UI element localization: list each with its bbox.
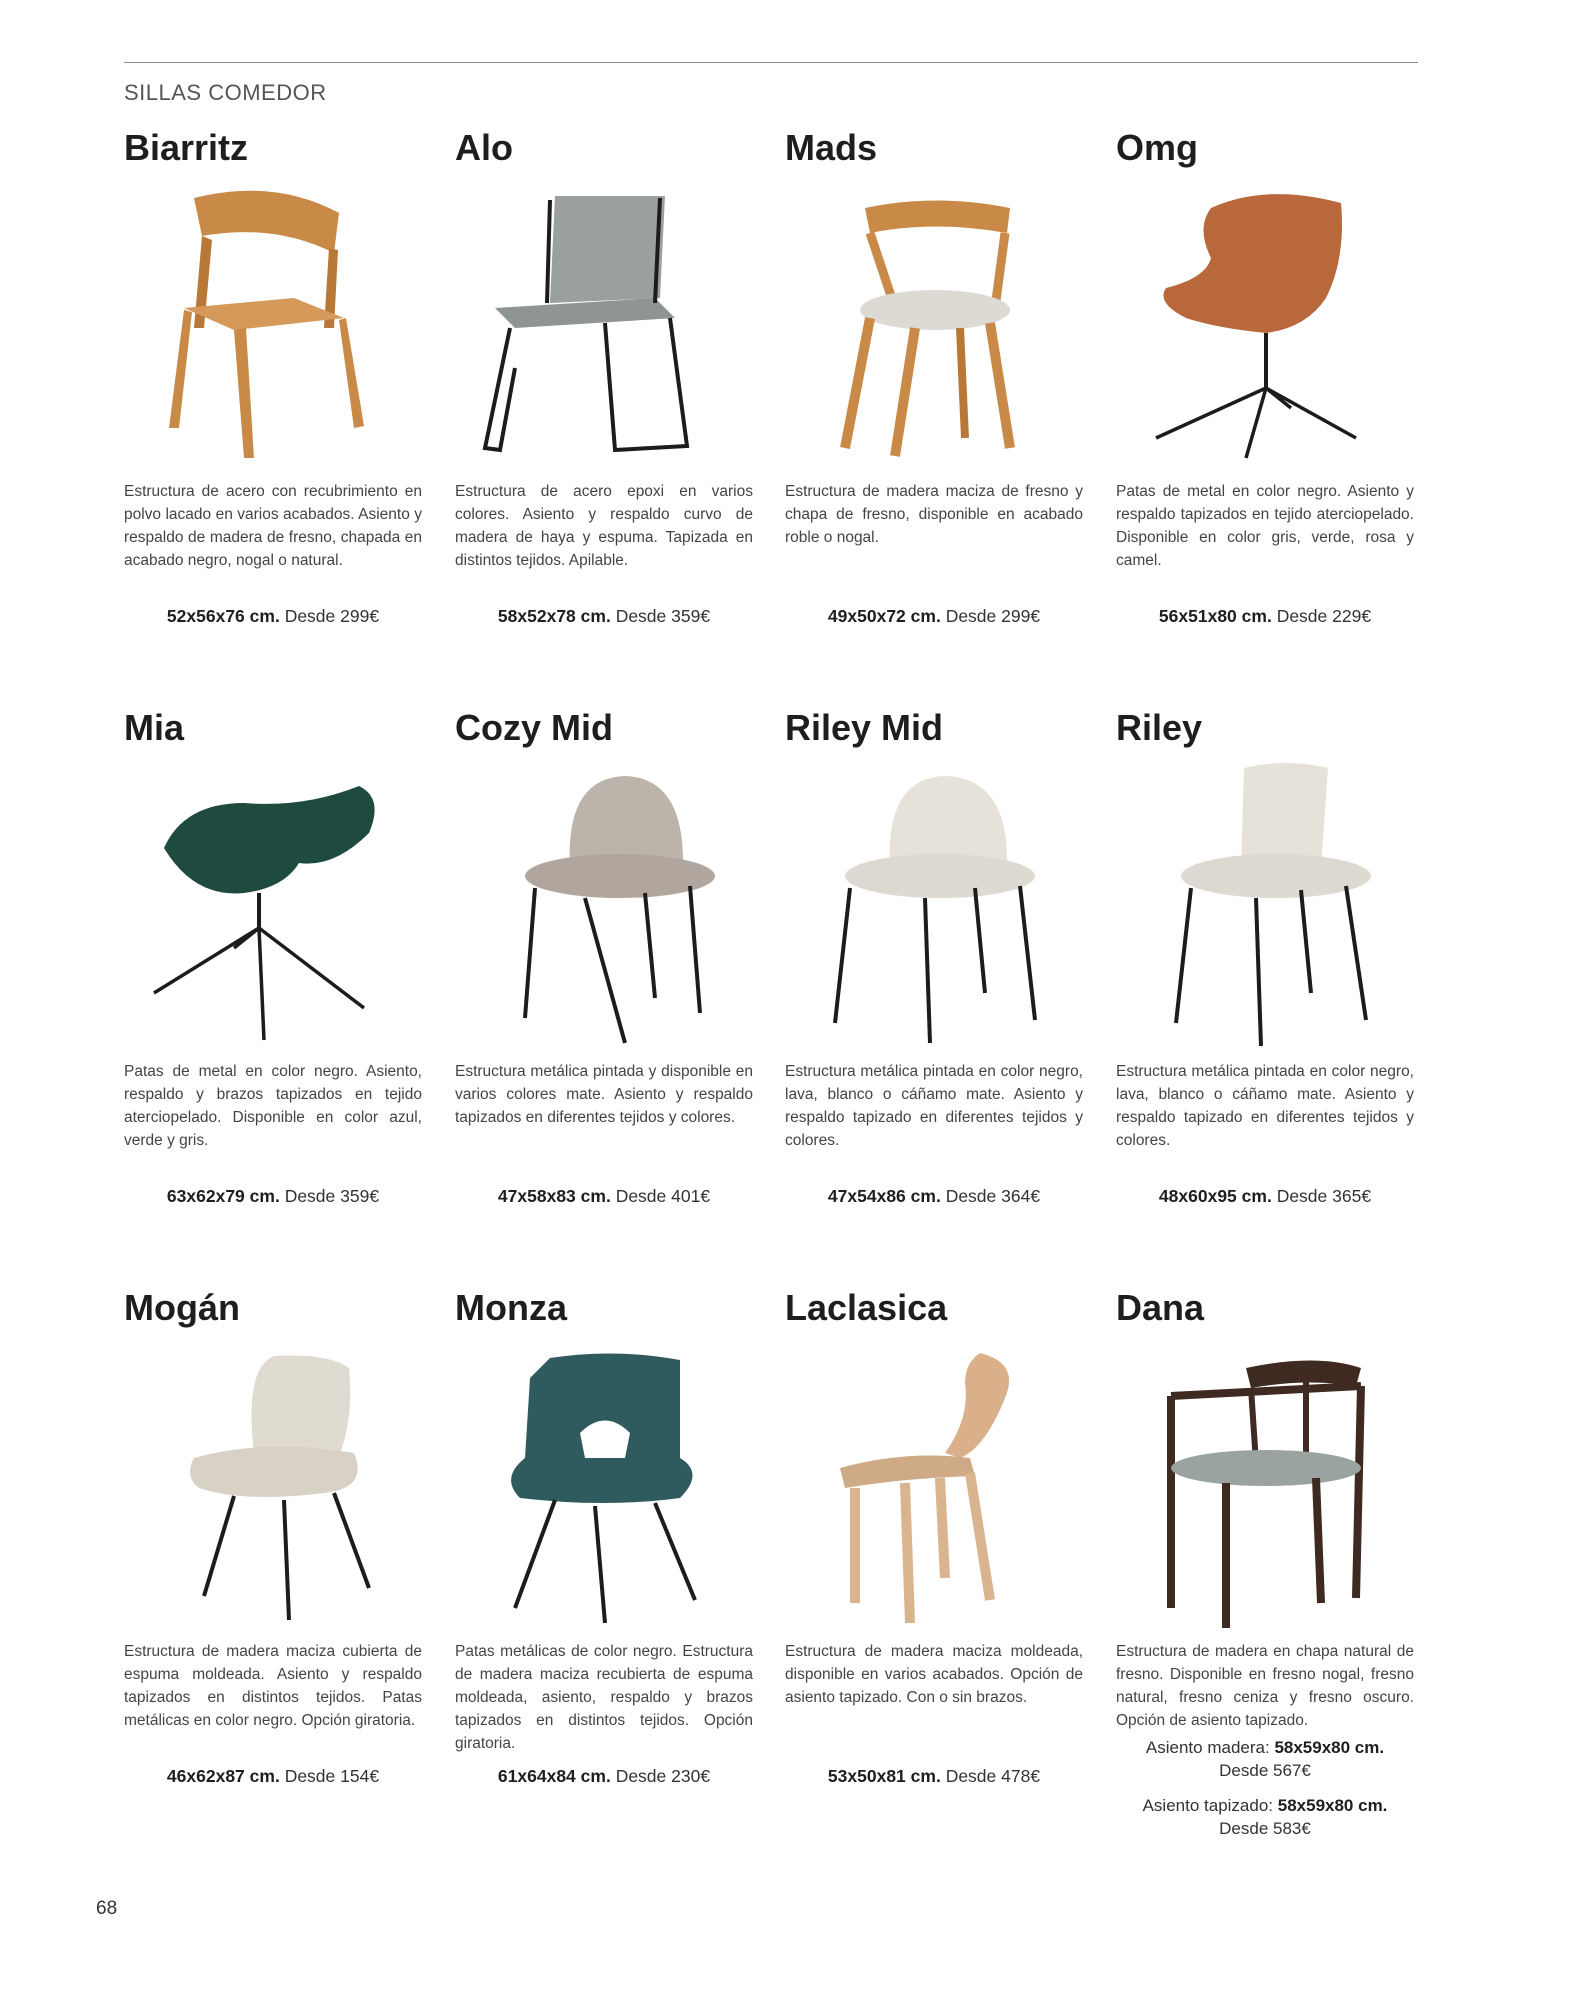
chair-image-alo <box>455 178 753 470</box>
product-card-riley-mid[interactable] <box>785 706 1083 1207</box>
chair-image-monza <box>455 1338 753 1630</box>
product-dimensions: 47x54x86 cm. <box>827 1186 941 1206</box>
top-rule <box>124 62 1418 63</box>
product-card-riley[interactable] <box>1116 706 1414 1207</box>
product-price-value: Desde 299€ <box>945 606 1041 626</box>
option-price: Desde 583€ <box>1219 1819 1311 1838</box>
page-number: 68 <box>96 1898 118 1919</box>
chair-image-riley-mid <box>785 758 1083 1050</box>
product-description: Estructura metálica pintada y disponible en varios colores mate. Asiento y respaldo tapizados en diferentes tejidos y colores. <box>455 1063 753 1126</box>
product-price-value: Desde 478€ <box>945 1766 1041 1786</box>
product-name: Riley Mid <box>785 707 944 748</box>
product-name: Alo <box>455 127 513 168</box>
product-description: Estructura de acero con recubrimiento en polvo lacado en varios acabados. Asiento y respaldo de madera de fresno, chapada en acabado negro, nogal o natural. <box>124 483 422 569</box>
product-price <box>1116 1186 1414 1207</box>
product-description: Patas de metal en color negro. Asiento, respaldo y brazos tapizados en tejido aterciopelado. Disponible en color azul, verde y gris. <box>124 1063 422 1149</box>
product-card-mogan[interactable] <box>124 1286 422 1787</box>
product-description: Estructura de madera maciza cubierta de espuma moldeada. Asiento y respaldo tapizados en distintos tejidos. Patas metálicas en color negro. Opción giratoria. <box>124 1643 422 1729</box>
product-card-alo[interactable] <box>455 126 753 627</box>
product-name: Monza <box>455 1287 567 1328</box>
product-card-biarritz[interactable] <box>124 126 422 627</box>
product-price-value: Desde 365€ <box>1276 1186 1372 1206</box>
product-price-value: Desde 154€ <box>284 1766 380 1786</box>
option-price: Desde 567€ <box>1219 1761 1311 1780</box>
dana-option-upholstered <box>1116 1794 1414 1817</box>
product-card-cozy-mid[interactable] <box>455 706 753 1207</box>
chair-image-dana <box>1116 1338 1414 1630</box>
product-dimensions: 49x50x72 cm. <box>827 606 941 626</box>
product-price-value: Desde 229€ <box>1276 606 1372 626</box>
product-name: Mogán <box>124 1287 240 1328</box>
product-price <box>785 1766 1083 1787</box>
product-name: Omg <box>1116 127 1199 168</box>
product-price-value: Desde 230€ <box>615 1766 711 1786</box>
product-dimensions: 58x52x78 cm. <box>497 606 611 626</box>
chair-image-mads <box>785 178 1083 470</box>
option-dimensions: 58x59x80 cm. <box>1277 1796 1388 1815</box>
chair-image-cozy-mid <box>455 758 753 1050</box>
option-dimensions: 58x59x80 cm. <box>1274 1738 1385 1757</box>
product-price <box>455 606 753 627</box>
product-card-monza[interactable] <box>455 1286 753 1787</box>
product-card-mads[interactable] <box>785 126 1083 627</box>
product-price <box>785 1186 1083 1207</box>
product-price-value: Desde 364€ <box>945 1186 1041 1206</box>
product-name: Riley <box>1116 707 1203 748</box>
product-description: Patas de metal en color negro. Asiento y respaldo tapizados en tejido aterciopelado. Disponible en color gris, verde, rosa y camel. <box>1116 483 1414 569</box>
product-price <box>124 1766 422 1787</box>
product-name: Mia <box>124 707 185 748</box>
product-name: Mads <box>785 127 878 168</box>
product-dimensions: 56x51x80 cm. <box>1158 606 1272 626</box>
product-description: Patas metálicas de color negro. Estructura de madera maciza recubierta de espuma moldeada, asiento, respaldo y brazos tapizados en distintos tejidos. Opción giratoria. <box>455 1643 753 1752</box>
product-name: Cozy Mid <box>455 707 613 748</box>
product-description: Estructura de madera maciza de fresno y chapa de fresno, disponible en acabado roble o nogal. <box>785 483 1083 546</box>
product-card-dana[interactable] <box>1116 1286 1414 1840</box>
product-card-mia[interactable] <box>124 706 422 1207</box>
product-price <box>124 606 422 627</box>
product-name: Laclasica <box>785 1287 948 1328</box>
product-dimensions: 46x62x87 cm. <box>166 1766 280 1786</box>
chair-image-riley <box>1116 758 1414 1050</box>
section-title: SILLAS COMEDOR <box>124 80 327 105</box>
product-price <box>455 1186 753 1207</box>
product-price-value: Desde 359€ <box>284 1186 380 1206</box>
product-name: Dana <box>1116 1287 1205 1328</box>
product-price-value: Desde 299€ <box>284 606 380 626</box>
chair-image-laclasica <box>785 1338 1083 1630</box>
product-price <box>1116 606 1414 627</box>
chair-image-mogan <box>124 1338 422 1630</box>
product-price <box>785 606 1083 627</box>
product-name: Biarritz <box>124 127 249 168</box>
product-description: Estructura de acero epoxi en varios colores. Asiento y respaldo curvo de madera de haya y espuma. Tapizada en distintos tejidos. Apilable. <box>455 483 753 569</box>
product-dimensions: 52x56x76 cm. <box>166 606 280 626</box>
product-dimensions: 61x64x84 cm. <box>497 1766 611 1786</box>
product-card-omg[interactable] <box>1116 126 1414 627</box>
chair-image-biarritz <box>124 178 422 470</box>
product-description: Estructura de madera en chapa natural de fresno. Disponible en fresno nogal, fresno natural, fresno ceniza y fresno oscuro. Opción de asiento tapizado. <box>1116 1643 1414 1729</box>
product-price <box>124 1186 422 1207</box>
product-description: Estructura de madera maciza moldeada, disponible en varios acabados. Opción de asiento tapizado. Con o sin brazos. <box>785 1643 1083 1706</box>
product-price-value: Desde 401€ <box>615 1186 711 1206</box>
option-label: Asiento madera: <box>1145 1738 1270 1757</box>
product-description: Estructura metálica pintada en color negro, lava, blanco o cáñamo mate. Asiento y respaldo tapizado en diferentes tejidos y colores. <box>785 1063 1083 1149</box>
option-label: Asiento tapizado: <box>1142 1796 1274 1815</box>
dana-price-options <box>1116 1736 1414 1840</box>
chair-image-omg <box>1116 178 1414 470</box>
dana-option-wood <box>1116 1736 1414 1759</box>
product-dimensions: 63x62x79 cm. <box>166 1186 280 1206</box>
product-card-laclasica[interactable] <box>785 1286 1083 1787</box>
product-price <box>455 1766 753 1787</box>
product-price-value: Desde 359€ <box>615 606 711 626</box>
product-dimensions: 53x50x81 cm. <box>827 1766 941 1786</box>
chair-image-mia <box>124 758 422 1050</box>
product-dimensions: 48x60x95 cm. <box>1158 1186 1272 1206</box>
product-description: Estructura metálica pintada en color negro, lava, blanco o cáñamo mate. Asiento y respaldo tapizado en diferentes tejidos y colores. <box>1116 1063 1414 1149</box>
product-dimensions: 47x58x83 cm. <box>497 1186 611 1206</box>
